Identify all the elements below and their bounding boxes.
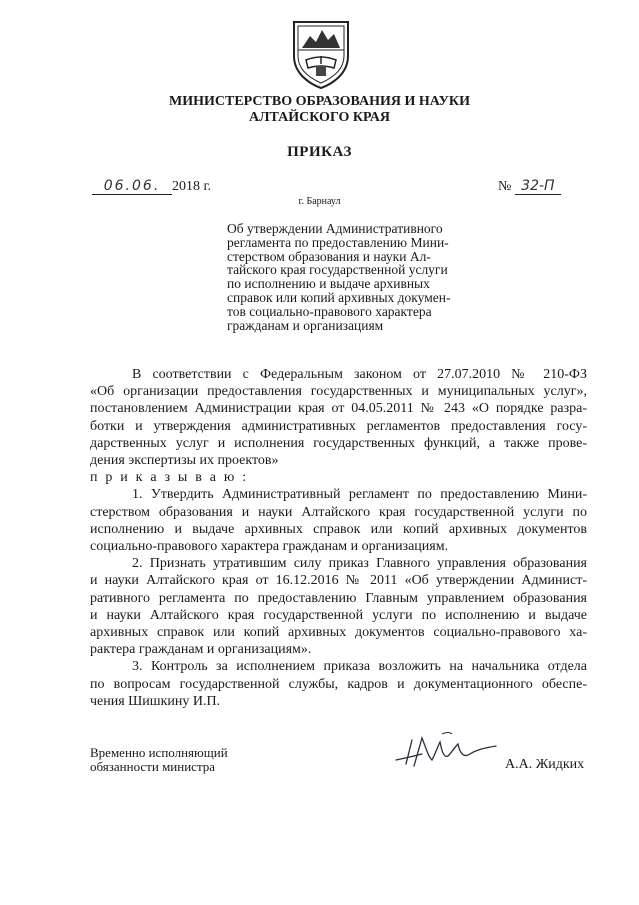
ministry-name-line1: МИНИСТЕРСТВО ОБРАЗОВАНИЯ И НАУКИ <box>169 94 470 109</box>
body-line: архивных справок или копий архивных документов социально-правового ха- <box>90 625 587 641</box>
order-subject <box>227 222 485 332</box>
body-line: постановлением Администрации края от 04.05.2011 № 243 «О порядке разра- <box>90 401 587 417</box>
subject-line: регламента по предоставлению Мини- <box>227 234 449 250</box>
body-line: В соответствии с Федеральным законом от 27.07.2010 № 210-ФЗ <box>132 367 587 382</box>
signer-position-line2: обязанности министра <box>90 759 216 774</box>
body-line: по вопросам государственной службы, кадров и документационного обеспе- <box>90 676 587 692</box>
date-year: 2018 г. <box>172 179 212 194</box>
signer-position-line1: Временно исполняющий <box>90 745 228 760</box>
subject-line: Об утверждении Административного <box>227 221 443 236</box>
body-line: стерством образования и науки Алтайского края государственной услуги по <box>90 504 587 520</box>
body-line: чения Шишкину И.П. <box>90 693 221 709</box>
subject-line: по исполнению и выдаче архивных <box>227 276 430 292</box>
number-handwritten: 32-П <box>515 178 561 195</box>
body-line: «Об организации предоставления государственных и муниципальных услуг», <box>90 384 587 400</box>
signer-name: А.А. Жидких <box>505 757 585 772</box>
subject-line: справок или копий архивных докумен- <box>227 289 451 305</box>
body-line: рактера гражданам и организациям». <box>90 642 312 658</box>
subject-line: стерством образования и науки Ал- <box>227 248 431 264</box>
order-date <box>92 178 211 195</box>
order-body <box>90 366 587 710</box>
subject-line: тов социально-правового характера <box>227 303 432 319</box>
ministry-name-line2: АЛТАЙСКОГО КРАЯ <box>248 110 391 125</box>
body-line: и науки Алтайского края от 16.12.2016 № 2011 «Об утверждении Админист- <box>90 573 587 589</box>
handwritten-signature-icon <box>392 726 502 776</box>
body-line: ративного регламента по предоставлению Главным управлением образования <box>90 590 587 606</box>
altai-emblem-icon <box>288 16 354 90</box>
number-sign: № <box>498 179 512 194</box>
order-directive: п р и к а з ы в а ю : <box>90 470 249 486</box>
order-number <box>498 178 561 195</box>
body-line: ботки и утверждения административных регламентов предоставления госу- <box>90 418 587 434</box>
city: г. Барнаул <box>298 196 341 207</box>
body-line: дарственных услуг и исполнения государственных функций, а также прове- <box>90 435 587 451</box>
body-line: и науки Алтайского края государственной услуги по исполнению и выдаче <box>90 607 587 623</box>
body-line: 2. Признать утратившим силу приказ Главного управления образования <box>132 556 587 572</box>
date-handwritten: 06.06. <box>92 178 172 195</box>
signer-position <box>90 746 228 774</box>
body-line: исполнению и выдаче архивных справок или копий архивных документов <box>90 521 587 537</box>
order-title: ПРИКАЗ <box>287 144 352 160</box>
body-line: дения экспертизы их проектов» <box>90 453 279 469</box>
body-line: 1. Утвердить Административный регламент по предоставлению Мини- <box>132 487 587 503</box>
body-line: 3. Контроль за исполнением приказа возложить на начальника отдела <box>132 659 587 675</box>
body-line: социально-правового характера гражданам и организациям. <box>90 539 449 555</box>
subject-line: тайского края государственной услуги <box>227 262 448 278</box>
subject-line: гражданам и организациям <box>227 317 384 333</box>
